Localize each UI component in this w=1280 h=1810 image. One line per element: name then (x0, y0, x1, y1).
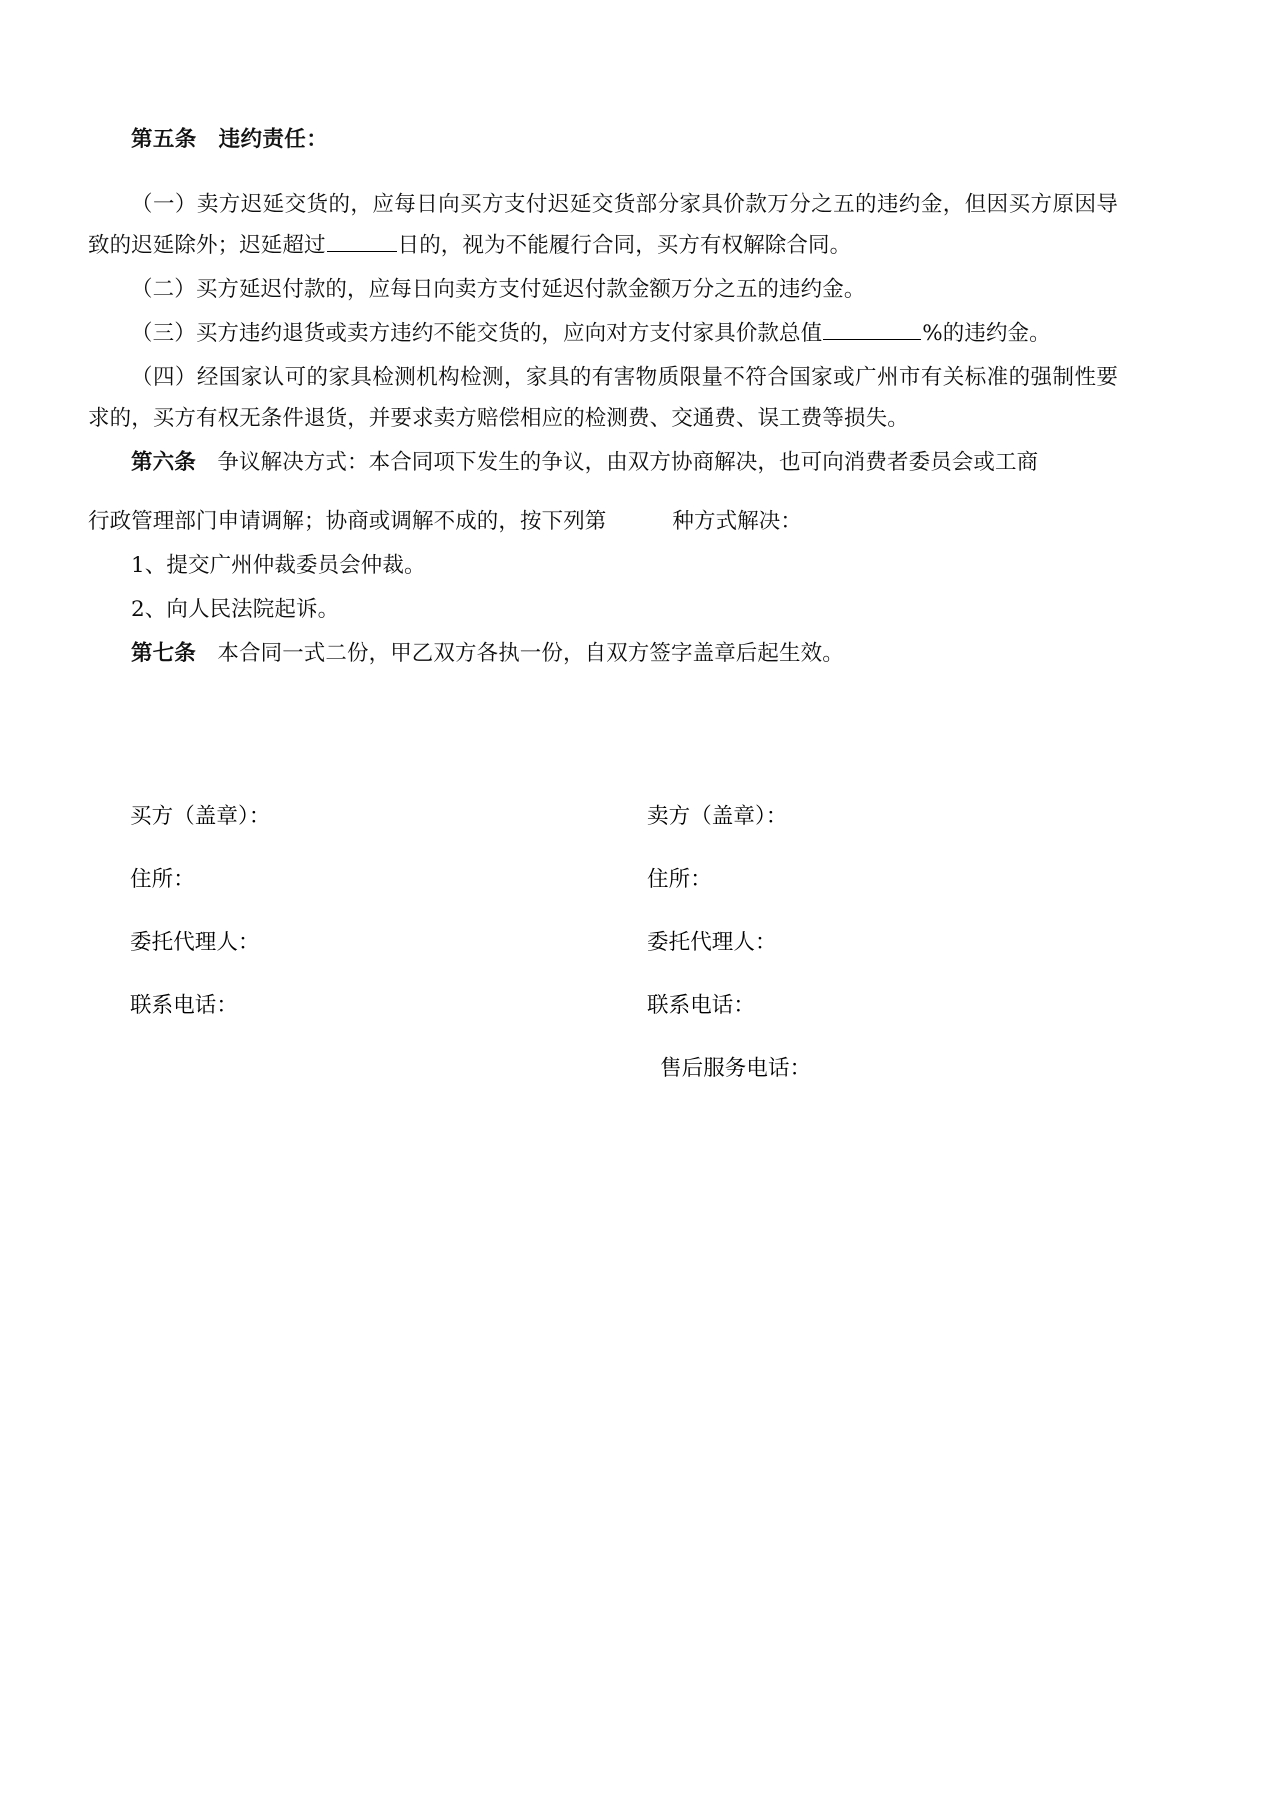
clause-5-item-1-prefix: （一） (131, 192, 197, 217)
clause-7-heading: 第七条 (131, 641, 218, 666)
buyer-agent-label: 委托代理人： (130, 930, 260, 955)
signature-row-seal (88, 800, 1118, 834)
clause-6-option-1: 1、提交广州仲裁委员会仲裁。 (131, 553, 426, 578)
clause-5-item-2 (88, 269, 1118, 310)
clause-5-item-1-blank-field[interactable] (327, 231, 397, 252)
clause-5-item-1 (88, 184, 1118, 266)
clause-6-option-2: 2、向人民法院起诉。 (131, 597, 340, 622)
clause-5-item-1-text-after: 日的，视为不能履行合同，买方有权解除合同。 (397, 233, 852, 258)
seller-phone-label: 联系电话： (647, 993, 756, 1018)
signature-block (88, 800, 1118, 1115)
clause-5-item-3-text-before: 买方违约退货或卖方违约不能交货的，应向对方支付家具价款总值 (195, 321, 823, 346)
clause-5-item-3-text-after: %的违约金。 (922, 321, 1051, 346)
clause-5-item-4-text: 经国家认可的家具检测机构检测，家具的有害物质限量不符合国家或广州市有关标准的强制性要求的，买方有权无条件退货，并要求卖方赔偿相应的检测费、交通费、误工费等损失。 (88, 365, 1118, 431)
buyer-seal-label: 买方（盖章）： (130, 804, 271, 829)
clause-5-item-3 (88, 313, 1118, 354)
clause-7-text: 本合同一式二份，甲乙双方各执一份，自双方签字盖章后起生效。 (217, 641, 844, 666)
clause-6-text-before-gap: 行政管理部门申请调解；协商或调解不成的，按下列第 (88, 509, 607, 534)
clause-6-heading: 第六条 (131, 450, 218, 475)
clause-6-text-after-gap: 种方式解决： (672, 509, 803, 534)
buyer-aftersales-empty (88, 1052, 600, 1086)
seller-aftersales-label: 售后服务电话： (660, 1056, 812, 1081)
seller-seal-label: 卖方（盖章）： (647, 804, 788, 829)
clause-7-line (88, 633, 1118, 674)
clause-5-item-3-blank-field[interactable] (823, 319, 921, 340)
buyer-address-label: 住所： (130, 867, 195, 892)
clause-5-item-1-text-before: 卖方迟延交货的，应每日向买方支付迟延交货部分家具价款万分之五的违约金，但因买方原因导致的迟延除外；迟延超过 (88, 192, 1118, 258)
signature-row-phone (88, 989, 1118, 1023)
clause-5-item-4-prefix: （四） (131, 365, 197, 390)
signature-row-address (88, 863, 1118, 897)
seller-agent-label: 委托代理人： (647, 930, 777, 955)
clause-5-heading: 第五条 违约责任： (131, 127, 329, 152)
signature-row-agent (88, 926, 1118, 960)
seller-address-label: 住所： (647, 867, 712, 892)
clause-6-text-line-1: 争议解决方式：本合同项下发生的争议，由双方协商解决，也可向消费者委员会或工商 (217, 450, 1039, 475)
clause-5-item-2-prefix: （二） (131, 277, 196, 302)
clause-5-item-2-text: 买方延迟付款的，应每日向卖方支付延迟付款金额万分之五的违约金。 (195, 277, 866, 302)
clause-6-line-1 (88, 442, 1118, 483)
signature-row-aftersales (88, 1052, 1118, 1086)
document-body (88, 120, 1118, 677)
clause-6-line-2 (88, 501, 1118, 542)
buyer-phone-label: 联系电话： (130, 993, 239, 1018)
clause-5-item-4 (88, 357, 1118, 439)
clause-5-item-3-prefix: （三） (131, 321, 196, 346)
